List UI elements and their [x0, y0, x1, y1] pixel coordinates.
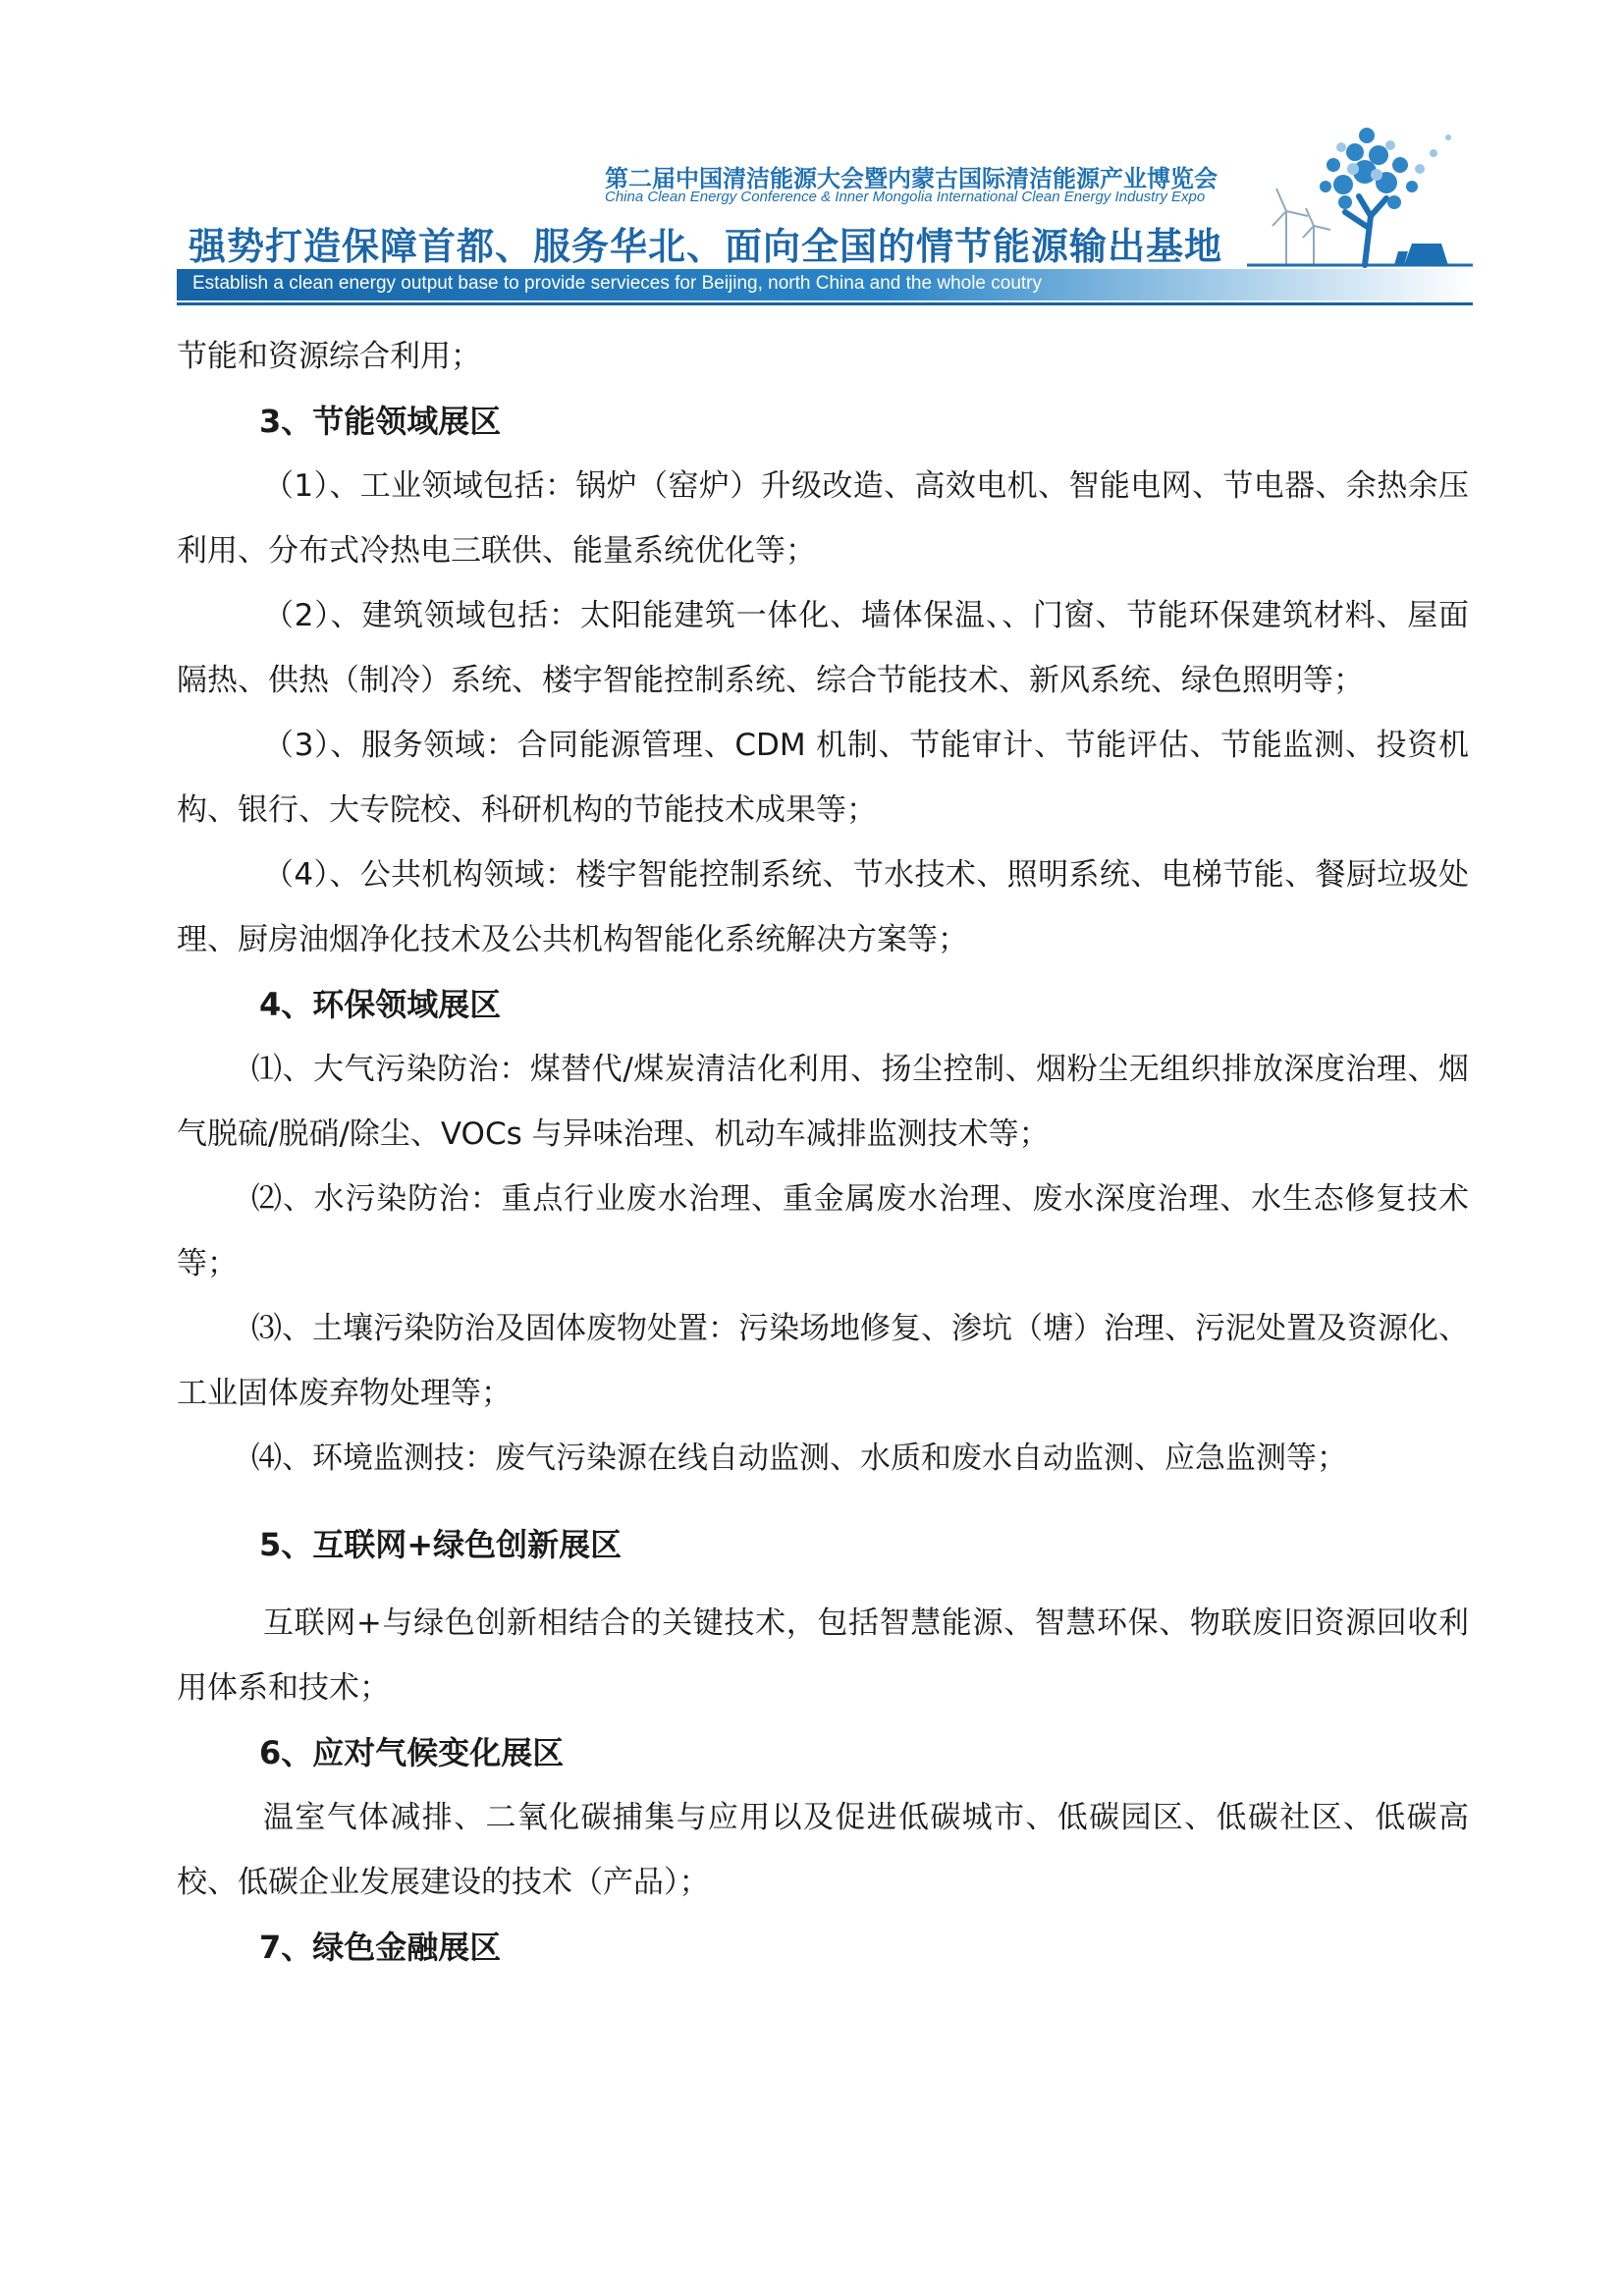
list-item: ⑷、环境监测技：废气污染源在线自动监测、水质和废水自动监测、应急监测等；: [251, 1441, 1347, 1476]
list-item: （4）、公共机构领域：楼宇智能控制系统、节水技术、照明系统、电梯节能、餐厨垃圾处理、厨房油烟净化技术及公共机构智能化系统解决方案等；: [177, 857, 1469, 957]
section-heading-6: 6、应对气候变化展区: [259, 1734, 565, 1771]
intro-line: 节能和资源综合利用；: [177, 339, 481, 374]
slogan-en: Establish a clean energy output base to provide servieces for Beijing, north China and the whole coutry: [192, 273, 1043, 294]
section-body-5: 互联网+与绿色创新相结合的关键技术，包括智慧能源、智慧环保、物联废旧资源回收利用体系和技术；: [177, 1605, 1469, 1706]
list-item: ⑵、水污染防治：重点行业废水治理、重金属废水治理、废水深度治理、水生态修复技术等；: [177, 1181, 1469, 1281]
list-item: （3）、服务领域：合同能源管理、CDM 机制、节能审计、节能评估、节能监测、投资机构、银行、大专院校、科研机构的节能技术成果等；: [177, 728, 1469, 828]
section-heading-5: 5、互联网+绿色创新展区: [259, 1526, 623, 1563]
document-body: [177, 324, 1469, 1980]
tree-globe-logo-icon: [1247, 118, 1473, 270]
section-heading-7: 7、绿色金融展区: [259, 1929, 502, 1966]
expo-title-en: China Clean Energy Conference & Inner Mongolia International Clean Energy Industry Expo: [605, 189, 1206, 205]
list-item: ⑴、大气污染防治：煤替代/煤炭清洁化利用、扬尘控制、烟粉尘无组织排放深度治理、烟气脱硫/脱硝/除尘、VOCs 与异味治理、机动车减排监测技术等；: [177, 1052, 1469, 1152]
page-header: [177, 118, 1473, 309]
expo-title-cn: 第二届中国清洁能源大会暨内蒙古国际清洁能源产业博览会: [605, 165, 1218, 192]
section-body-6: 温室气体减排、二氧化碳捕集与应用以及促进低碳城市、低碳园区、低碳社区、低碳高校、低碳企业发展建设的技术（产品）；: [177, 1800, 1469, 1900]
list-item: （2）、建筑领域包括：太阳能建筑一体化、墙体保温、、门窗、节能环保建筑材料、屋面隔热、供热（制冷）系统、楼宇智能控制系统、综合节能技术、新风系统、绿色照明等；: [177, 598, 1469, 698]
slogan-bar: [177, 269, 1473, 300]
slogan-cn: 强势打造保障首都、服务华北、面向全国的情节能源输出基地: [189, 225, 1223, 268]
list-item: ⑶、土壤污染防治及固体废物处置：污染场地修复、渗坑（塘）治理、污泥处置及资源化、工业固体废弃物处理等；: [177, 1311, 1469, 1411]
section-heading-3: 3、节能领域展区: [259, 403, 502, 440]
list-item: （1）、工业领域包括：锅炉（窑炉）升级改造、高效电机、智能电网、节电器、余热余压利用、分布式冷热电三联供、能量系统优化等；: [177, 468, 1469, 569]
section-heading-4: 4、环保领域展区: [259, 986, 502, 1023]
header-rule: [177, 302, 1473, 305]
